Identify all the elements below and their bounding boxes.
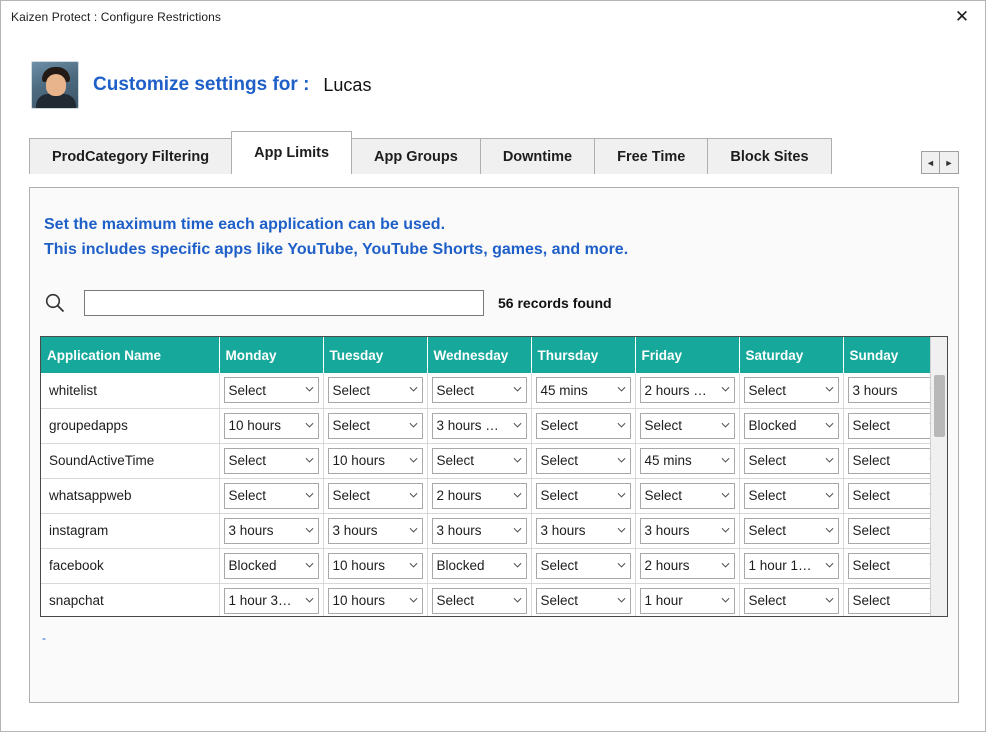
cell-application-name: instagram: [41, 513, 219, 548]
limit-dropdown[interactable]: [744, 448, 839, 474]
panel-heading-line2: This includes specific apps like YouTube, YouTube Shorts, games, and more.: [44, 241, 629, 258]
avatar: [31, 61, 79, 109]
limit-dropdown[interactable]: [432, 448, 527, 474]
limit-dropdown-value: Select: [540, 488, 579, 503]
window-title: Kaizen Protect : Configure Restrictions: [11, 10, 221, 24]
limit-dropdown-value: 10 hours: [228, 418, 282, 433]
cell-day-limit: [843, 373, 930, 408]
cell-day-limit: [739, 373, 843, 408]
limit-dropdown[interactable]: [328, 588, 423, 614]
cell-day-limit: [219, 443, 323, 478]
records-found-label: 56 records found: [498, 295, 612, 311]
limit-dropdown-value: Select: [228, 453, 267, 468]
cell-day-limit: [427, 408, 531, 443]
tab-prodcategory-filtering[interactable]: ProdCategory Filtering: [29, 138, 232, 174]
limit-dropdown[interactable]: [536, 448, 631, 474]
search-row: [30, 262, 958, 318]
app-limits-grid: [40, 336, 948, 617]
cell-day-limit: [739, 478, 843, 513]
cell-day-limit: [323, 408, 427, 443]
cell-day-limit: [531, 513, 635, 548]
search-icon: [40, 288, 70, 318]
cell-application-name: SoundActiveTime: [41, 443, 219, 478]
cell-day-limit: [635, 513, 739, 548]
cell-day-limit: [219, 373, 323, 408]
limit-dropdown[interactable]: [848, 448, 931, 474]
limit-dropdown[interactable]: [328, 413, 423, 439]
cell-day-limit: [635, 443, 739, 478]
limit-dropdown-value: Select: [540, 453, 579, 468]
limit-dropdown-value: Select: [852, 593, 891, 608]
limit-dropdown[interactable]: [640, 553, 735, 579]
limit-dropdown[interactable]: [224, 518, 319, 544]
limit-dropdown-value: Select: [540, 593, 579, 608]
cell-day-limit: [323, 583, 427, 616]
limit-dropdown-value: Select: [228, 488, 267, 503]
panel-footer-text: -: [42, 631, 46, 645]
cell-day-limit: [531, 583, 635, 616]
cell-day-limit: [635, 583, 739, 616]
cell-day-limit: [323, 478, 427, 513]
limit-dropdown-value: Select: [748, 453, 787, 468]
limit-dropdown-value: 3 hours: [332, 523, 378, 538]
limit-dropdown-value: Select: [852, 418, 891, 433]
limit-dropdown[interactable]: [640, 413, 735, 439]
limit-dropdown[interactable]: [328, 553, 423, 579]
cell-day-limit: [323, 513, 427, 548]
limit-dropdown[interactable]: [744, 588, 839, 614]
column-header-wednesday[interactable]: Wednesday: [427, 337, 531, 373]
limit-dropdown[interactable]: [640, 483, 735, 509]
cell-day-limit: [843, 513, 930, 548]
limit-dropdown-value: Select: [332, 382, 371, 398]
panel-heading-line1: Set the maximum time each application can be used.: [44, 216, 446, 233]
limit-dropdown-value: Select: [748, 488, 787, 503]
table-row: [41, 408, 930, 443]
limit-dropdown[interactable]: [224, 483, 319, 509]
table-row: [41, 443, 930, 478]
limit-dropdown-value: 10 hours: [332, 453, 386, 468]
search-input[interactable]: [84, 290, 484, 316]
settings-header: [1, 33, 985, 109]
limit-dropdown[interactable]: [328, 448, 423, 474]
cell-application-name: snapchat: [41, 583, 219, 616]
limit-dropdown[interactable]: [848, 413, 931, 439]
limit-dropdown-value: 1 hour 3…: [228, 593, 292, 608]
cell-day-limit: [427, 373, 531, 408]
limit-dropdown-value: 3 hours: [644, 523, 690, 538]
limit-dropdown[interactable]: [328, 377, 423, 403]
limit-dropdown-value: Select: [436, 382, 475, 398]
app-limits-panel: [29, 187, 959, 703]
limit-dropdown[interactable]: [536, 553, 631, 579]
limit-dropdown-value: Select: [852, 453, 891, 468]
limit-dropdown[interactable]: [744, 377, 839, 403]
cell-application-name: whatsappweb: [41, 478, 219, 513]
cell-day-limit: [531, 548, 635, 583]
limit-dropdown[interactable]: [848, 518, 931, 544]
cell-day-limit: [843, 583, 930, 616]
column-header-tuesday[interactable]: Tuesday: [323, 337, 427, 373]
limit-dropdown[interactable]: [432, 553, 527, 579]
tab-downtime[interactable]: Downtime: [480, 138, 595, 174]
cell-day-limit: [219, 408, 323, 443]
column-header-friday[interactable]: Friday: [635, 337, 739, 373]
limit-dropdown-value: Select: [748, 593, 787, 608]
column-header-application-name[interactable]: Application Name: [41, 337, 219, 373]
table-row: [41, 583, 930, 616]
limit-dropdown[interactable]: [536, 518, 631, 544]
limit-dropdown-value: Select: [228, 382, 267, 398]
limit-dropdown[interactable]: [328, 518, 423, 544]
limit-dropdown[interactable]: [536, 413, 631, 439]
tab-app-limits[interactable]: App Limits: [231, 131, 352, 174]
limit-dropdown-value: Select: [852, 558, 891, 573]
limit-dropdown-value: 45 mins: [644, 453, 692, 468]
cell-day-limit: [739, 513, 843, 548]
cell-day-limit: [739, 443, 843, 478]
cell-day-limit: [739, 548, 843, 583]
limit-dropdown[interactable]: [328, 483, 423, 509]
limit-dropdown[interactable]: [744, 413, 839, 439]
limit-dropdown-value: 1 hour 1…: [748, 558, 812, 573]
tab-app-groups[interactable]: App Groups: [351, 138, 481, 174]
limit-dropdown-value: 3 hours …: [436, 418, 499, 433]
table-row: [41, 513, 930, 548]
limit-dropdown[interactable]: [744, 553, 839, 579]
column-header-saturday[interactable]: Saturday: [739, 337, 843, 373]
cell-day-limit: [843, 478, 930, 513]
cell-day-limit: [427, 443, 531, 478]
limit-dropdown-value: Blocked: [748, 418, 797, 433]
cell-day-limit: [427, 513, 531, 548]
cell-day-limit: [531, 478, 635, 513]
tab-scroll-left-icon[interactable]: ◄: [921, 151, 940, 174]
grid-vertical-scrollbar[interactable]: [930, 337, 947, 616]
limit-dropdown-value: 1 hour: [644, 593, 683, 608]
limit-dropdown-value: 3 hours: [852, 382, 898, 398]
cell-day-limit: [739, 408, 843, 443]
table-row: [41, 373, 930, 408]
limit-dropdown[interactable]: [432, 483, 527, 509]
limit-dropdown-value: 10 hours: [332, 558, 386, 573]
limit-dropdown[interactable]: [432, 518, 527, 544]
limit-dropdown-value: Select: [644, 488, 683, 503]
limit-dropdown-value: 3 hours: [228, 523, 274, 538]
limit-dropdown[interactable]: [224, 413, 319, 439]
limit-dropdown-value: 10 hours: [332, 593, 386, 608]
limit-dropdown-value: 2 hours: [436, 488, 482, 503]
limit-dropdown[interactable]: [536, 377, 631, 403]
cell-day-limit: [219, 583, 323, 616]
cell-day-limit: [531, 373, 635, 408]
cell-day-limit: [635, 408, 739, 443]
cell-application-name: whitelist: [41, 373, 219, 408]
limit-dropdown-value: 2 hours: [644, 558, 690, 573]
cell-day-limit: [219, 478, 323, 513]
limit-dropdown[interactable]: [224, 588, 319, 614]
cell-day-limit: [635, 548, 739, 583]
cell-day-limit: [531, 408, 635, 443]
limit-dropdown-value: Select: [436, 593, 475, 608]
tab-scroll-right-icon[interactable]: ►: [940, 151, 959, 174]
cell-day-limit: [739, 583, 843, 616]
limit-dropdown[interactable]: [848, 377, 931, 403]
panel-heading: [30, 188, 958, 262]
table-row: [41, 478, 930, 513]
limit-dropdown[interactable]: [536, 588, 631, 614]
tab-scroll-buttons: [921, 151, 959, 174]
limit-dropdown-value: 2 hours …: [644, 382, 707, 398]
limit-dropdown-value: Blocked: [228, 558, 277, 573]
limit-dropdown[interactable]: [640, 448, 735, 474]
limit-dropdown-value: Select: [748, 382, 787, 398]
cell-application-name: groupedapps: [41, 408, 219, 443]
column-header-monday[interactable]: Monday: [219, 337, 323, 373]
page-title: Customize settings for :: [93, 74, 310, 95]
grid-scrollbar-thumb[interactable]: [934, 375, 945, 437]
selected-user-name: Lucas: [323, 74, 372, 95]
limit-dropdown[interactable]: [848, 588, 931, 614]
limit-dropdown[interactable]: [744, 483, 839, 509]
limit-dropdown[interactable]: [848, 483, 931, 509]
cell-day-limit: [843, 408, 930, 443]
limit-dropdown[interactable]: [536, 483, 631, 509]
limit-dropdown-value: Select: [540, 418, 579, 433]
limit-dropdown-value: Select: [540, 558, 579, 573]
cell-day-limit: [635, 373, 739, 408]
limit-dropdown-value: 3 hours: [540, 523, 586, 538]
close-icon[interactable]: ✕: [954, 7, 970, 26]
column-header-sunday[interactable]: Sunday: [843, 337, 930, 373]
cell-day-limit: [843, 548, 930, 583]
limit-dropdown[interactable]: [432, 377, 527, 403]
cell-day-limit: [531, 443, 635, 478]
table-row: [41, 548, 930, 583]
limit-dropdown-value: 45 mins: [540, 382, 588, 398]
title-bar: [1, 1, 985, 33]
limit-dropdown-value: Select: [644, 418, 683, 433]
cell-day-limit: [219, 548, 323, 583]
limit-dropdown[interactable]: [640, 377, 735, 403]
tab-free-time[interactable]: Free Time: [594, 138, 708, 174]
tab-block-sites[interactable]: Block Sites: [707, 138, 831, 174]
cell-day-limit: [219, 513, 323, 548]
cell-day-limit: [843, 443, 930, 478]
limit-dropdown[interactable]: [432, 413, 527, 439]
column-header-thursday[interactable]: Thursday: [531, 337, 635, 373]
tab-bar: [29, 131, 959, 174]
limit-dropdown-value: Select: [748, 523, 787, 538]
cell-day-limit: [323, 373, 427, 408]
limit-dropdown-value: Select: [332, 488, 371, 503]
limit-dropdown[interactable]: [744, 518, 839, 544]
cell-day-limit: [323, 548, 427, 583]
limit-dropdown-value: Blocked: [436, 558, 485, 573]
cell-day-limit: [427, 583, 531, 616]
limit-dropdown-value: Select: [852, 523, 891, 538]
limit-dropdown-value: Select: [332, 418, 371, 433]
cell-day-limit: [427, 548, 531, 583]
cell-day-limit: [635, 478, 739, 513]
limit-dropdown-value: Select: [436, 453, 475, 468]
limit-dropdown[interactable]: [224, 448, 319, 474]
cell-day-limit: [427, 478, 531, 513]
cell-day-limit: [323, 443, 427, 478]
limit-dropdown[interactable]: [432, 588, 527, 614]
limit-dropdown[interactable]: [640, 518, 735, 544]
cell-application-name: facebook: [41, 548, 219, 583]
limit-dropdown[interactable]: [848, 553, 931, 579]
limit-dropdown-value: Select: [852, 488, 891, 503]
limit-dropdown[interactable]: [224, 377, 319, 403]
grid-header-row: [41, 337, 930, 373]
limit-dropdown-value: 3 hours: [436, 523, 482, 538]
limit-dropdown[interactable]: [640, 588, 735, 614]
limit-dropdown[interactable]: [224, 553, 319, 579]
